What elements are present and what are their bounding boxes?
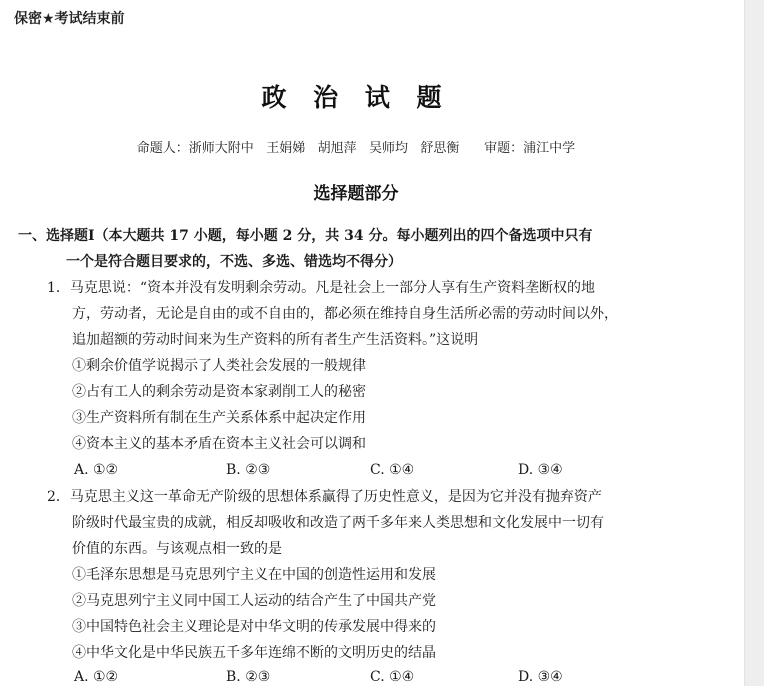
instruction-line-1: 一、选择题Ⅰ（本大题共 17 小题，每小题 2 分，共 34 分。每小题列出的四个备选项中只有 <box>18 228 593 244</box>
authors-line: 命题人：浙师大附中 王娟娣 胡旭萍 吴师均 舒思衡 审题：浦江中学 <box>136 141 576 156</box>
question-2-option-c: C. ①④ <box>370 669 415 685</box>
question-2-option-b: B. ②③ <box>226 669 271 685</box>
question-1-stem-line-2: 方，劳动者，无论是自由的或不自由的，都必须在维持自身生活所必需的劳动时间以外， <box>72 306 618 322</box>
question-2-statement-3: ③中国特色社会主义理论是对中华文明的传承发展中得来的 <box>72 619 436 635</box>
question-1-option-d: D. ③④ <box>518 462 563 478</box>
question-1-stem-line-1: 1．马克思说：“资本并没有发明剩余劳动。凡是社会上一部分人享有生产资料垄断权的地 <box>47 280 596 296</box>
question-2-option-d: D. ③④ <box>518 669 563 685</box>
question-1-option-c: C. ①④ <box>370 462 415 478</box>
viewer-scroll-strip[interactable] <box>744 0 764 686</box>
question-2-stem-line-3: 价值的东西。与该观点相一致的是 <box>72 541 282 557</box>
question-1-statement-1: ①剩余价值学说揭示了人类社会发展的一般规律 <box>72 358 366 374</box>
question-2-stem-line-1: 2．马克思主义这一革命无产阶级的思想体系赢得了历史性意义，是因为它并没有抛弃资产 <box>47 489 602 505</box>
question-1-option-a: A. ①② <box>74 462 119 478</box>
question-2-statement-4: ④中华文化是中华民族五千多年连绵不断的文明历史的结晶 <box>72 645 436 661</box>
question-1-statement-3: ③生产资料所有制在生产关系体系中起决定作用 <box>72 410 366 426</box>
page-title: 政 治 试 题 <box>261 83 451 112</box>
question-1-stem-line-3: 追加超额的劳动时间来为生产资料的所有者生产生活资料。”这说明 <box>72 332 479 348</box>
question-2-statement-2: ②马克思列宁主义同中国工人运动的结合产生了中国共产党 <box>72 593 436 609</box>
question-2-statement-1: ①毛泽东思想是马克思列宁主义在中国的创造性运用和发展 <box>72 567 436 583</box>
confidential-label: 保密★考试结束前 <box>14 11 125 27</box>
question-1-statement-4: ④资本主义的基本矛盾在资本主义社会可以调和 <box>72 436 366 452</box>
question-2-stem-line-2: 阶级时代最宝贵的成就，相反却吸收和改造了两千多年来人类思想和文化发展中一切有 <box>72 515 604 531</box>
question-1-option-b: B. ②③ <box>226 462 271 478</box>
section-heading: 选择题部分 <box>313 184 399 204</box>
question-1-statement-2: ②占有工人的剩余劳动是资本家剥削工人的秘密 <box>72 384 366 400</box>
instruction-line-2: 一个是符合题目要求的，不选、多选、错选均不得分） <box>66 254 402 270</box>
question-2-option-a: A. ①② <box>74 669 119 685</box>
